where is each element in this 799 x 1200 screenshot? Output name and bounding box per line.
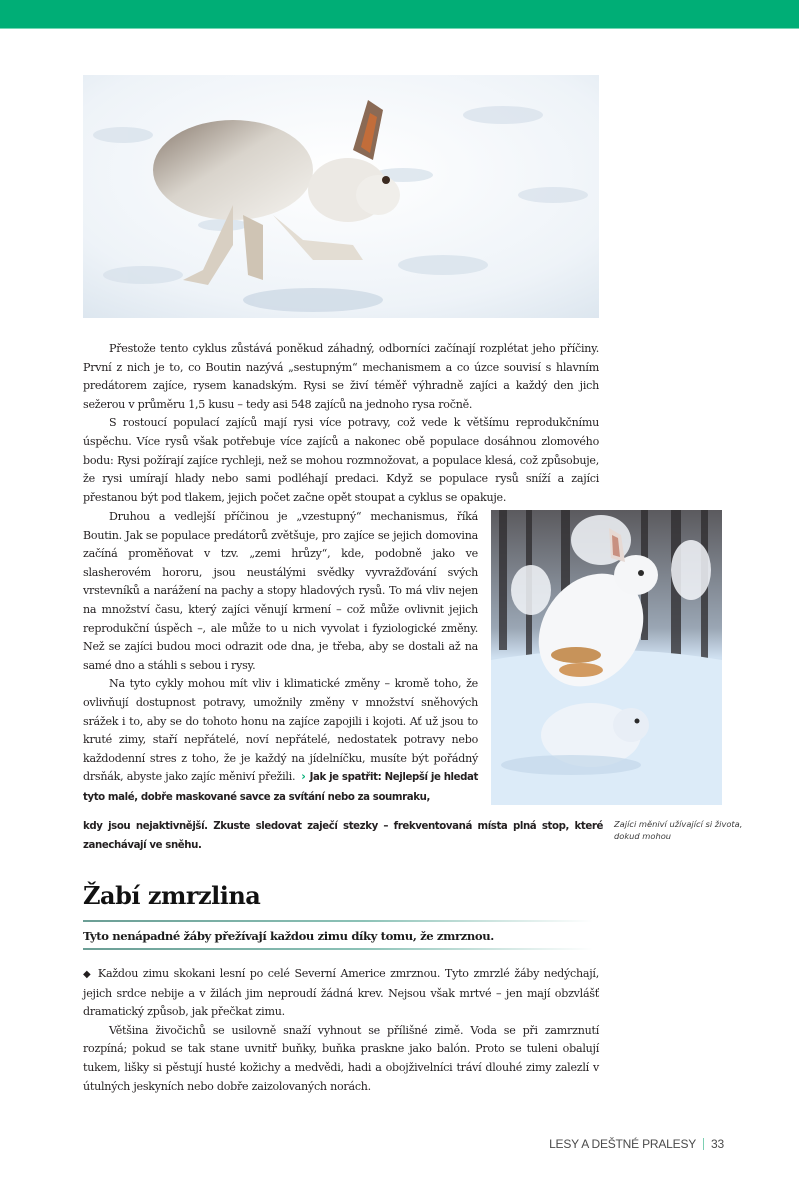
chevron-right-icon: › (301, 770, 306, 784)
paragraph: Většina živočichů se usilovně snaží vyhnout se přílišné zimě. Voda se při zamrznutí rozpíná; pokud se tak stane uvnitř buňky, buňka praskne jako balón. Proto se tuleni obalují tukem, lišky si pěstují husté kožichy a medvědi, hadi a obojživelníci tráví dlouhé zimy zalezlí v útulných jeskyních nebo dobře zaizolovaných norách. (83, 1023, 599, 1093)
header-accent-bar (0, 0, 799, 29)
paragraph-text: Na tyto cykly mohou mít vliv i klimatické změny – kromě toho, že ovlivňují dostupnost potravy, umožnily změny v množství sněhových srážek i to, aby se do tohoto honu na zajíce zapojili i kojoti. Ať už jsou to kruté zimy, staří nepřátelé, noví nepřátelé, nedostatek potravy nebo každodenní stres z toho, že je každý na jídelníčku, musíte být pořádný drsňák, abyste jako zajíc měniví přežili. (83, 677, 478, 784)
page-number: 33 (711, 1137, 724, 1151)
section-body-text (83, 965, 599, 1096)
divider-rule (83, 920, 593, 922)
footer-separator (703, 1138, 704, 1150)
paragraph: Druhou a vedlejší příčinou je „vzestupný“ mechanismus, říká Boutin. Jak se populace predátorů zvětšuje, pro zajíce se jejich domovina začíná proměňovat v tzv. „zemi hrůzy“, kde, podobně jako ve slasherovém hororu, jsou neustálými svědky vyvražďování svých vrstevníků a narážení na pachy a stopy hladových rysů. To má vliv nejen na množství času, který zajíci věnují krmení – což může ovlivnit jejich reprodukční úspěch –, ale může to u nich vyvolat i fyziologické změny. Než se zajíci budou moci odrazit ode dna, je třeba, aby se dostali až na samé dno a stáhli s sebou i rysy. (83, 510, 478, 672)
tip-label: Jak je spatřit: (309, 772, 382, 784)
paragraph-with-tip (83, 675, 478, 807)
photo-caption: Zajíci měniví užívající si života, dokud mohou (614, 819, 743, 841)
diamond-bullet-icon: ◆ (83, 969, 92, 980)
section-title: Žabí zmrzlina (83, 881, 261, 910)
tip-text-continued: kdy jsou nejaktivnější. Zkuste sledovat zaječí stezky – frekventovaná místa plná stop, které zanechávají ve sněhu. (83, 821, 603, 851)
paragraph (83, 965, 599, 1022)
paragraph: Přestože tento cyklus zůstává poněkud záhadný, odborníci začínají rozplétat jeho příčiny. První z nich je to, co Boutin nazývá „sestupným“ mechanismem a co úzce souvisí s hlavním predátorem zajíce, rysem kanadským. Rysi se živí téměř výhradně zajíci a každý den jich sežerou v průměru 1,5 kusu – tedy asi 548 zajíců na jednoho rysa ročně. (83, 342, 599, 411)
divider-rule (83, 948, 593, 950)
paragraph: S rostoucí populací zajíců mají rysi více potravy, což vede k většímu reprodukčnímu úspěchu. Více rysů však potřebuje více zajíců a nakonec obě populace dosáhnou zlomového bodu: Rysi požírají zajíce rychleji, než se mohou rozmnožovat, a populace klesá, což způsobuje, že rysi umírají hlady nebo sami podléhají predaci. Když se populace rysů sníží a zajíci přestanou být pod tlakem, jejich počet začne opět stoupat a cyklus se opakuje. (83, 416, 599, 504)
article-intro-text (83, 340, 599, 507)
article-text-narrow (83, 508, 478, 808)
photo-leaping-hares (491, 510, 722, 805)
chapter-title: LESY A DEŠTNÉ PRALESY (549, 1137, 697, 1151)
photo-running-hare (83, 75, 599, 318)
paragraph-text: Každou zimu skokani lesní po celé Severní Americe zmrznou. Tyto zmrzlé žáby nedýchají, jejich srdce nebije a v žilách jim neproudí žádná krev. Nejsou však mrtvé – jen mají obzvlášť dramatický způsob, jak přečkat zimu. (83, 967, 599, 1019)
tip-text: Nejlepší je hledat tyto malé, dobře maskované savce za svítání nebo za soumraku, (83, 772, 478, 803)
page-footer (549, 1137, 724, 1151)
section-subtitle: Tyto nenápadné žáby přežívají každou zimu díky tomu, že zmrznou. (83, 929, 494, 943)
